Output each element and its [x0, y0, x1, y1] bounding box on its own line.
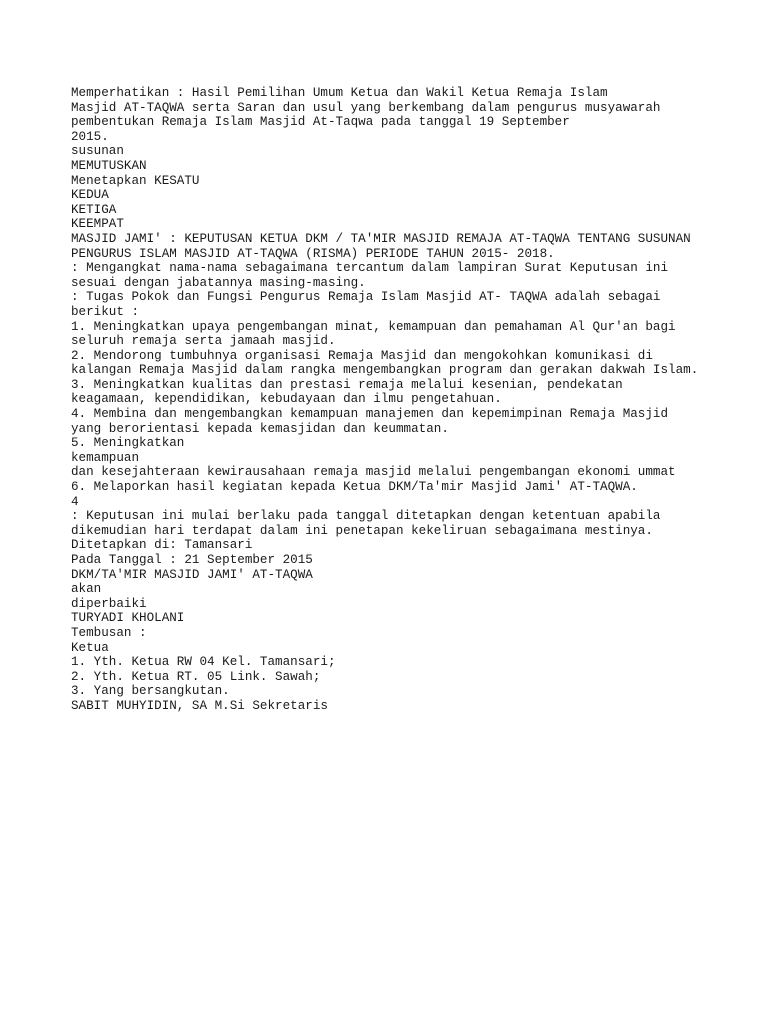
text-line: 2. Yth. Ketua RT. 05 Link. Sawah; [71, 669, 321, 684]
text-line: 4. Membina dan mengembangkan kemampuan manajemen dan kepemimpinan Remaja Masjid [71, 407, 669, 422]
text-line: 3. Yang bersangkutan. [71, 684, 230, 699]
text-line: dan kesejahteraan kewirausahaan remaja masjid melalui pengembangan ekonomi ummat [71, 465, 676, 480]
text-line: DKM/TA'MIR MASJID JAMI' AT-TAQWA [71, 567, 313, 582]
text-line: susunan [71, 144, 124, 159]
text-line: : Keputusan ini mulai berlaku pada tanggal ditetapkan dengan ketentuan apabila [71, 509, 661, 524]
text-line: KEDUA [71, 188, 109, 203]
text-line: sesuai dengan jabatannya masing-masing. [71, 275, 366, 290]
text-line: 2. Mendorong tumbuhnya organisasi Remaja Masjid dan mengokohkan komunikasi di [71, 348, 653, 363]
text-line: 1. Meningkatkan upaya pengembangan minat, kemampuan dan pemahaman Al Qur'an bagi [71, 319, 676, 334]
text-line: 5. Meningkatkan [71, 436, 185, 451]
text-line: TURYADI KHOLANI [71, 611, 185, 626]
text-line: MEMUTUSKAN [71, 158, 147, 173]
text-line: Ketua [71, 640, 109, 655]
text-line: 3. Meningkatkan kualitas dan prestasi remaja melalui kesenian, pendekatan [71, 377, 623, 392]
text-line: Masjid AT-TAQWA serta Saran dan usul yang berkembang dalam pengurus musyawarah [71, 100, 661, 115]
text-line: 2015. [71, 129, 109, 144]
text-line: Ditetapkan di: Tamansari [71, 538, 253, 553]
text-line: 4 [71, 494, 79, 509]
text-line: : Tugas Pokok dan Fungsi Pengurus Remaja Islam Masjid AT- TAQWA adalah sebagai [71, 290, 661, 305]
text-line: keagamaan, kependidikan, kebudayaan dan ilmu pengetahuan. [71, 392, 502, 407]
text-line: SABIT MUHYIDIN, SA M.Si Sekretaris [71, 698, 328, 713]
text-line: berikut : [71, 304, 140, 319]
text-line: akan [71, 582, 102, 597]
document-body [71, 86, 761, 714]
text-line: 6. Melaporkan hasil kegiatan kepada Ketua DKM/Ta'mir Masjid Jami' AT-TAQWA. [71, 480, 638, 495]
text-line: Memperhatikan : Hasil Pemilihan Umum Ketua dan Wakil Ketua Remaja Islam [71, 86, 608, 100]
text-line: Menetapkan KESATU [71, 173, 200, 188]
text-line: MASJID JAMI' : KEPUTUSAN KETUA DKM / TA'MIR MASJID REMAJA AT-TAQWA TENTANG SUSUNAN [71, 231, 691, 246]
text-line: KEEMPAT [71, 217, 124, 232]
text-line: Pada Tanggal : 21 September 2015 [71, 553, 313, 567]
text-line: dikemudian hari terdapat dalam ini penetapan kekeliruan sebagaimana mestinya. [71, 523, 653, 538]
text-line: : Mengangkat nama-nama sebagaimana tercantum dalam lampiran Surat Keputusan ini [71, 261, 669, 276]
text-line: kemampuan [71, 450, 140, 465]
text-line: Tembusan : [71, 625, 147, 640]
text-line: yang berorientasi kepada kemasjidan dan keummatan. [71, 421, 449, 436]
text-line: seluruh remaja serta jamaah masjid. [71, 334, 336, 349]
text-line: 1. Yth. Ketua RW 04 Kel. Tamansari; [71, 655, 336, 670]
text-line: PENGURUS ISLAM MASJID AT-TAQWA (RISMA) PERIODE TAHUN 2015- 2018. [71, 246, 555, 261]
text-line: KETIGA [71, 202, 117, 217]
text-line: kalangan Remaja Masjid dalam rangka mengembangkan program dan gerakan dakwah Islam. [71, 363, 699, 378]
text-line: diperbaiki [71, 596, 147, 611]
text-line: pembentukan Remaja Islam Masjid At-Taqwa pada tanggal 19 September [71, 115, 570, 130]
